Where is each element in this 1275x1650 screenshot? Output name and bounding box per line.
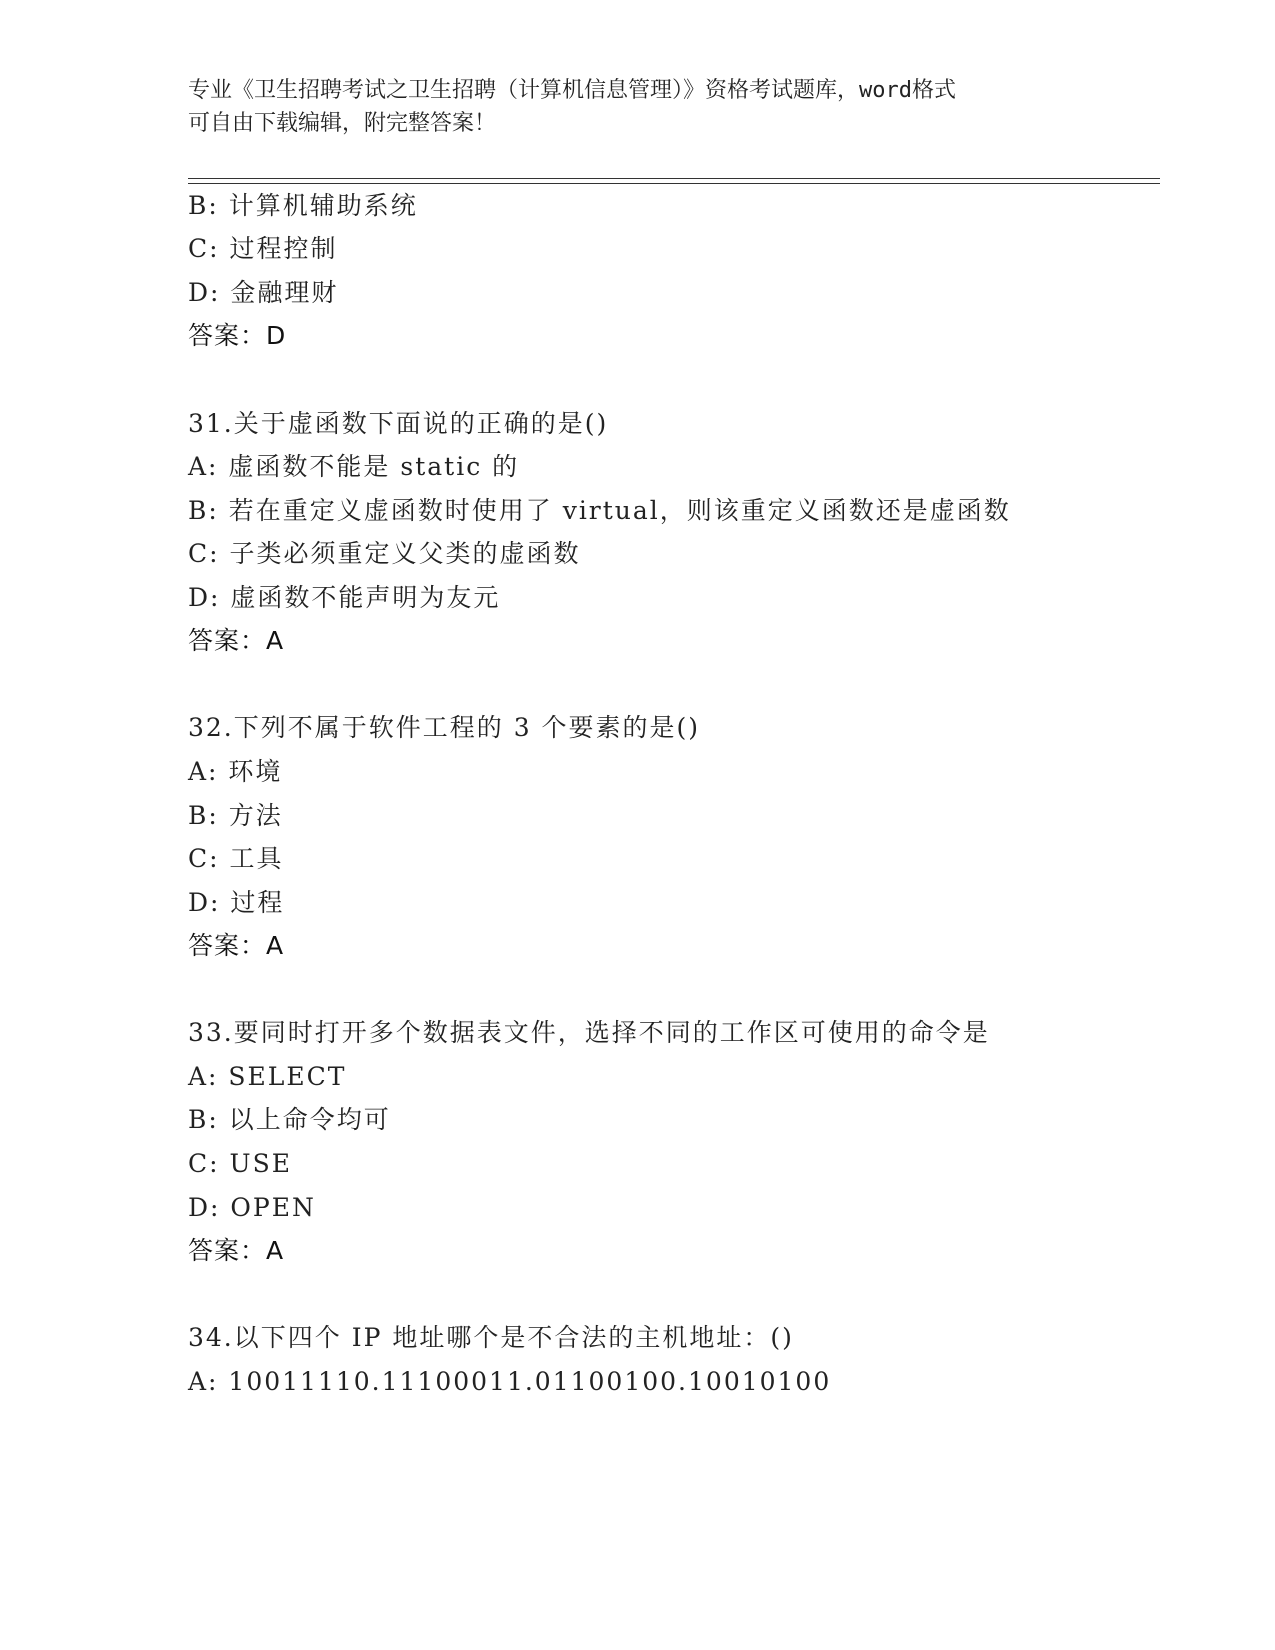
header-rule-top [188, 178, 1160, 179]
answer-line: 答案：D [188, 321, 287, 350]
option-line: A: 虚函数不能是 static 的 [188, 452, 520, 481]
option-line: B: 方法 [188, 801, 283, 830]
answer-line: 答案：A [188, 931, 285, 960]
question-line: 32.下列不属于软件工程的 3 个要素的是() [188, 713, 701, 742]
header-line-2: 可自由下载编辑，附完整答案！ [188, 111, 497, 136]
option-line: C: 工具 [188, 844, 284, 873]
question-line: 31.关于虚函数下面说的正确的是() [188, 409, 609, 438]
option-line: B: 若在重定义虚函数时使用了 virtual，则该重定义函数还是虚函数 [188, 496, 1011, 525]
option-line: C: 过程控制 [188, 234, 338, 263]
option-line: D: 虚函数不能声明为友元 [188, 583, 501, 612]
question-line: 34.以下四个 IP 地址哪个是不合法的主机地址：() [188, 1323, 794, 1352]
option-line: A: 10011110.11100011.01100100.10010100 [188, 1367, 832, 1396]
option-line: B: 计算机辅助系统 [188, 191, 418, 220]
question-line: 33.要同时打开多个数据表文件，选择不同的工作区可使用的命令是 [188, 1018, 990, 1047]
option-line: D: 过程 [188, 888, 285, 917]
option-line: C: 子类必须重定义父类的虚函数 [188, 539, 581, 568]
option-line: A: 环境 [188, 757, 283, 786]
answer-line: 答案：A [188, 1236, 285, 1265]
header-rule-bottom [188, 183, 1160, 184]
option-line: B: 以上命令均可 [188, 1105, 391, 1134]
option-line: A: SELECT [188, 1062, 347, 1091]
option-line: D: 金融理财 [188, 278, 339, 307]
option-line: C: USE [188, 1149, 292, 1178]
header-line-1: 专业《卫生招聘考试之卫生招聘（计算机信息管理）》资格考试题库，word格式 [188, 78, 956, 103]
answer-line: 答案：A [188, 626, 285, 655]
document-header [188, 74, 1088, 140]
option-line: D: OPEN [188, 1193, 316, 1222]
